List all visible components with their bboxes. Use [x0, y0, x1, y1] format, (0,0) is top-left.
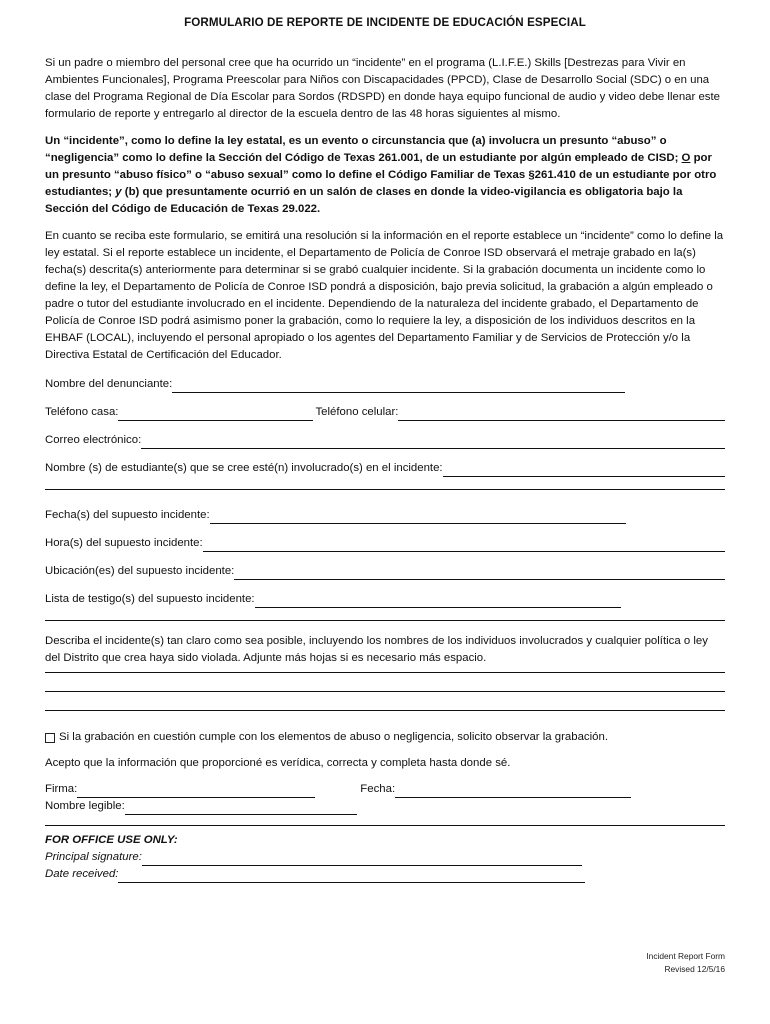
locations-label: Ubicación(es) del supuesto incidente:: [45, 565, 235, 577]
footer: [646, 950, 725, 976]
principal-signature-field[interactable]: [142, 852, 582, 866]
cell-phone-field[interactable]: [398, 407, 725, 421]
cell-phone-label: Teléfono celular:: [315, 406, 399, 418]
date-received-field[interactable]: [118, 869, 585, 883]
locations-field[interactable]: [234, 566, 725, 580]
definition-paragraph: [45, 133, 725, 218]
view-recording-checkbox[interactable]: [45, 733, 55, 743]
signature-row: [45, 781, 725, 798]
view-recording-checkbox-label: Si la grabación en cuestión cumple con los elementos de abuso o negligencia, solicito observar la grabación.: [59, 731, 608, 743]
printed-name-field[interactable]: [125, 801, 357, 815]
times-field[interactable]: [203, 538, 725, 552]
definition-or-word: O: [681, 152, 691, 164]
reporter-name-row: [45, 376, 725, 393]
printed-name-row: [45, 798, 725, 815]
printed-name-label: Nombre legible:: [45, 800, 125, 812]
dates-field[interactable]: [210, 510, 626, 524]
attest-statement: Acepto que la información que proporcioné es verídica, correcta y completa hasta donde sé.: [45, 757, 511, 769]
witnesses-field[interactable]: [255, 594, 621, 608]
view-recording-checkbox-row: [45, 729, 725, 746]
signature-field[interactable]: [77, 784, 315, 798]
describe-paragraph: Describa el incidente(s) tan claro como sea posible, incluyendo los nombres de los individuos involucrados y cualquier política o ley del Distrito que crea haya sido violada. Adjunte más hojas si es necesario más espacio.: [45, 635, 708, 664]
witnesses-label: Lista de testigo(s) del supuesto incidente:: [45, 593, 255, 605]
describe-line-2[interactable]: [45, 690, 725, 692]
students-row: [45, 460, 725, 477]
date-field[interactable]: [395, 784, 631, 798]
email-field[interactable]: [141, 435, 725, 449]
describe-line-1[interactable]: [45, 671, 725, 673]
resolution-paragraph: En cuanto se reciba este formulario, se emitirá una resolución si la información en el reporte establece un “incidente” como lo define la ley estatal. Si el reporte establece un incidente, el Departamento de Policía de Conroe ISD observará el metraje grabado en la(s) fecha(s) descrita(s) anteriormente para determinar si se grabó cualquier incidente. Si la grabación documenta un incidente como lo define la ley, el Departamento de Policía de Conroe ISD pondrá a disposición, bajo previa solicitud, la grabación a algún empleado o padre o tutor del estudiante involucrado en el incidente. Dependiendo de la naturaleza del incidente grabado, el Departamento de Policía de Conroe ISD podrá asimismo poner la grabación, como lo requiere la ley, a disposición de los individuos descritos en la EHBAF (LOCAL), incluyendo el personal apropiado o los agentes del Departamento Familiar y de Servicios de Protección y/o la Directiva Estatal de Certificación del Educador.: [45, 230, 724, 361]
intro-paragraph: Si un padre o miembro del personal cree que ha ocurrido un “incidente” en el programa (L.I.F.E.) Skills [Destrezas para Vivir en Ambientes Funcionales], Programa Preescolar para Niños con Discapacidades (PPCD), Clase de Desarrollo Social (SDC) o en una clase del Programa Regional de Día Escolar para Sordos (RDSPD) en donde haya equipo funcional de audio y video debe llenar este formulario de reporte y entregarlo al director de la escuela dentro de las 48 horas siguientes al mismo.: [45, 57, 720, 120]
footer-form-name: Incident Report Form: [646, 951, 725, 961]
page-title: FORMULARIO DE REPORTE DE INCIDENTE DE EDUCACIÓN ESPECIAL: [184, 16, 586, 29]
form-page: [45, 14, 725, 883]
students-field[interactable]: [443, 463, 725, 477]
footer-revision: Revised 12/5/16: [664, 964, 725, 974]
home-phone-field[interactable]: [118, 407, 313, 421]
signature-label: Firma:: [45, 783, 78, 795]
times-label: Hora(s) del supuesto incidente:: [45, 537, 203, 549]
date-label: Fecha:: [360, 783, 396, 795]
dates-row: [45, 507, 725, 524]
home-phone-label: Teléfono casa:: [45, 406, 119, 418]
reporter-name-label: Nombre del denunciante:: [45, 378, 173, 390]
email-row: [45, 432, 725, 449]
students-extra-line[interactable]: [45, 488, 725, 490]
date-received-row: [45, 866, 725, 883]
dates-label: Fecha(s) del supuesto incidente:: [45, 509, 210, 521]
office-use-heading: FOR OFFICE USE ONLY:: [45, 834, 178, 846]
phone-row: [45, 404, 725, 421]
witnesses-row: [45, 591, 725, 608]
email-label: Correo electrónico:: [45, 434, 142, 446]
definition-part-3: (b) que presuntamente ocurrió en un salón de clases en donde la video-vigilancia es obligatoria bajo la Sección del Código de Educación de Texas 29.022.: [45, 186, 683, 215]
principal-signature-row: [45, 849, 725, 866]
definition-part-2: por un presunto “abuso físico” o “abuso sexual” como lo define el Código Familiar de Texas §261.410 de un estudiante por otro estudiantes;: [45, 152, 717, 198]
students-label: Nombre (s) de estudiante(s) que se cree esté(n) involucrado(s) en el incidente:: [45, 462, 443, 474]
times-row: [45, 535, 725, 552]
witnesses-extra-line[interactable]: [45, 619, 725, 621]
definition-y-word: y: [115, 186, 122, 198]
office-divider: [45, 824, 725, 826]
reporter-name-field[interactable]: [172, 379, 625, 393]
date-received-label: Date received:: [45, 868, 119, 880]
principal-signature-label: Principal signature:: [45, 851, 142, 863]
locations-row: [45, 563, 725, 580]
describe-line-3[interactable]: [45, 709, 725, 711]
definition-part-1: Un “incidente”, como lo define la ley estatal, es un evento o circunstancia que (a) involucra un presunto “abuso” o “negligencia” como lo define la Sección del Código de Texas 261.001, de un estudiante por algún empleado de CISD;: [45, 135, 682, 164]
